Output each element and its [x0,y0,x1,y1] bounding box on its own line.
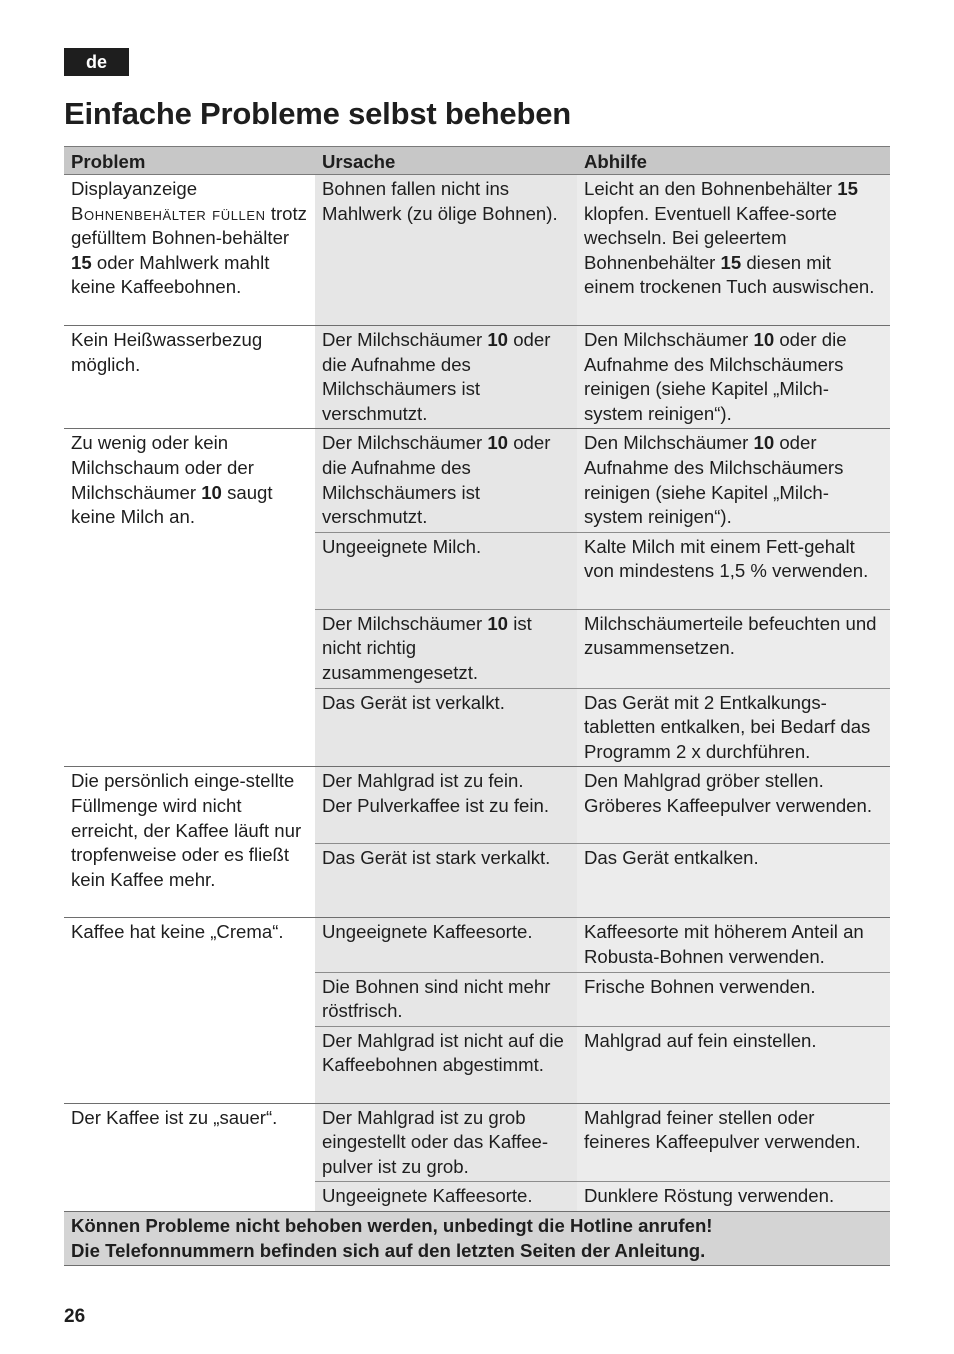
cause-text: Der Milchschäumer [322,612,483,634]
cause-cell [315,326,577,429]
fix-cell [577,1103,890,1182]
fix-text: Mahlgrad auf fein einstellen. [584,1029,817,1051]
table-row [64,1103,890,1182]
cause-text: Der Mahlgrad ist nicht auf die Kaffeebohnen abgestimmt. [322,1029,564,1076]
cause-cell [315,1026,577,1103]
problem-cell [64,175,315,326]
table-row [64,326,890,429]
troubleshooting-table [64,146,890,1266]
fix-text: Leicht an den Bohnenbehälter [584,178,833,199]
problem-text: oder Mahlwerk mahlt keine Kaffeebohnen. [71,251,270,298]
column-header-problem: Problem [64,147,315,175]
cause-text: Das Gerät ist verkalkt. [322,691,505,713]
problem-cell [64,1103,315,1211]
fix-text: Mahlgrad feiner stellen oder feineres Kaffeepulver verwenden. [584,1106,861,1153]
fix-cell [577,429,890,532]
cause-cell [315,972,577,1026]
problem-text: Zu wenig oder kein Milchschaum oder der Milchschäumer [71,432,254,503]
cause-cell [315,175,577,326]
cause-cell [315,844,577,918]
cause-text: Der Pulverkaffee ist zu fein. [322,794,550,816]
cause-text: Ungeeignete Milch. [322,535,482,557]
fix-cell [577,326,890,429]
cause-text: Ungeeignete Kaffeesorte. [322,921,533,943]
cause-text: Das Gerät ist stark verkalkt. [322,847,551,869]
cause-text: Bohnen fallen nicht ins Mahlwerk (zu ölige Bohnen). [322,178,558,224]
column-header-fix: Abhilfe [577,147,890,175]
problem-text: Kein Heißwasserbezug möglich. [71,329,263,375]
cause-cell [315,1103,577,1182]
cause-cell [315,609,577,688]
fix-text: diesen mit einem trockenen Tuch auswischen. [584,251,875,298]
cause-text: Der Mahlgrad ist zu grob eingestellt oder das Kaffee-pulver ist zu grob. [322,1106,549,1177]
problem-cell [64,429,315,767]
fix-cell [577,972,890,1026]
cause-text: oder die Aufnahme des Milchschäumers ist verschmutzt. [322,329,551,424]
hotline-notice-line: Können Probleme nicht behoben werden, unbedingt die Hotline anrufen! [71,1215,713,1237]
fix-cell [577,1182,890,1212]
fix-cell [577,532,890,609]
table-row [64,429,890,532]
cause-cell [315,767,577,844]
part-number: 10 [487,432,509,454]
fix-cell [577,609,890,688]
language-badge: de [64,48,129,76]
fix-text: Kaffeesorte mit höherem Anteil an Robusta-Bohnen verwenden. [584,921,864,967]
column-header-cause: Ursache [315,147,577,175]
fix-cell [577,175,890,326]
fix-text: Milchschäumerteile befeuchten und zusammensetzen. [584,612,877,659]
cause-text: Der Milchschäumer [322,432,483,454]
fix-cell [577,688,890,767]
part-number: 10 [753,432,775,454]
fix-cell [577,918,890,972]
table-row [64,918,890,972]
fix-text: Den Mahlgrad gröber stellen. Gröberes Kaffeepulver verwenden. [584,770,873,816]
cause-cell [315,688,577,767]
cause-text: Der Mahlgrad ist zu fein. [322,770,524,792]
problem-cell [64,918,315,1103]
fix-text: Dunklere Röstung verwenden. [584,1185,835,1207]
fix-text: Das Gerät entkalken. [584,847,759,869]
fix-text: Den Milchschäumer [584,329,749,350]
problem-cell [64,326,315,429]
part-number: 10 [487,612,509,634]
cause-text: Der Milchschäumer [322,329,483,350]
cause-text: Ungeeignete Kaffeesorte. [322,1185,533,1207]
cause-cell [315,918,577,972]
problem-text: Die persönlich einge-stellte Füllmenge wird nicht erreicht, der Kaffee läuft nur tropfenweise oder es fließt kein Kaffee mehr. [71,770,302,890]
fix-text: klopfen. Eventuell Kaffee-sorte wechseln. Bei geleertem Bohnenbehälter [584,202,837,273]
fix-text: Das Gerät mit 2 Entkalkungs-tabletten entkalken, bei Bedarf das Programm 2 x durchführen. [584,691,871,762]
part-number: 10 [753,329,775,350]
fix-text: Kalte Milch mit einem Fett-gehalt von mindestens 1,5 % verwenden. [584,535,869,582]
table-row [64,175,890,326]
cause-text: Die Bohnen sind nicht mehr röstfrisch. [322,975,551,1022]
part-number: 15 [720,251,742,273]
problem-cell [64,767,315,918]
cause-cell [315,429,577,532]
hotline-notice-line: Die Telefonnummern befinden sich auf den letzten Seiten der Anleitung. [71,1239,706,1261]
fix-text: oder die Aufnahme des Milchschäumers reinigen (siehe Kapitel „Milch-system reinigen“). [584,329,847,424]
problem-text: trotz gefülltem Bohnen-behälter [71,202,307,249]
part-number: 10 [487,329,509,350]
table-header-row [64,147,890,175]
fix-text: oder Aufnahme des Milchschäumers reinigen (siehe Kapitel „Milch-system reinigen“). [584,432,844,528]
cause-cell [315,1182,577,1212]
problem-text: Der Kaffee ist zu „sauer“. [71,1106,278,1128]
problem-text: Kaffee hat keine „Crema“. [71,921,284,943]
page-number: 26 [64,1306,86,1327]
problem-text: Displayanzeige [71,178,198,199]
fix-cell [577,767,890,844]
hotline-notice [64,1212,890,1266]
fix-text: Frische Bohnen verwenden. [584,975,816,997]
fix-cell [577,844,890,918]
cause-cell [315,532,577,609]
cause-text: oder die Aufnahme des Milchschäumers ist verschmutzt. [322,432,551,528]
part-number: 15 [837,178,858,199]
part-number: 15 [71,251,92,273]
problem-text: saugt keine Milch an. [71,481,273,528]
part-number: 10 [201,481,222,503]
fix-cell [577,1026,890,1103]
cause-text: ist nicht richtig zusammengesetzt. [322,612,532,683]
display-message: Bohnenbehälter füllen [71,202,266,224]
table-footer-row [64,1212,890,1266]
table-row [64,767,890,844]
fix-text: Den Milchschäumer [584,432,749,454]
page-title: Einfache Probleme selbst beheben [64,96,571,131]
